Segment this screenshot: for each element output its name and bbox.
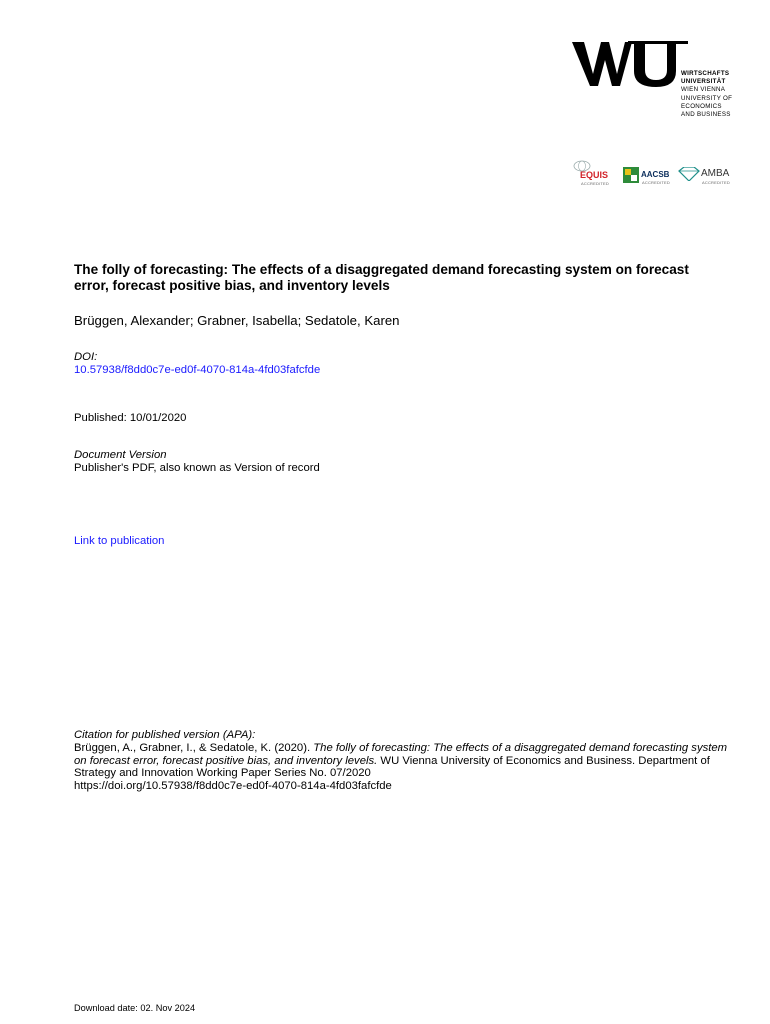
aacsb-label: AACSB [641,170,670,179]
amba-diamond-icon [678,167,700,181]
equis-label: EQUIS [580,170,609,180]
aacsb-square-icon [623,167,639,183]
wu-logo-mark-icon [572,40,692,90]
doi-link[interactable]: 10.57938/f8dd0c7e-ed0f-4070-814a-4fd03fafcfde [74,364,321,376]
citation-authors: Brüggen, A., Grabner, I., & Sedatole, K. (2020). [74,742,314,754]
logo-line: AND BUSINESS [681,111,731,118]
equis-sub-label: ACCREDITED [581,181,610,186]
citation-label: Citation for published version (APA): [74,729,256,741]
logo-line: WIEN VIENNA [681,86,726,93]
amba-sub-label: ACCREDITED [702,180,731,185]
aacsb-badge [623,167,675,189]
doi-label: DOI: [74,351,98,363]
accreditation-badges [570,158,740,190]
amba-label: AMBA [701,168,730,179]
document-version-label: Document Version [74,449,167,461]
amba-badge [678,164,740,188]
citation-url: https://doi.org/10.57938/f8dd0c7e-ed0f-4070-814a-4fd03fafcfde [74,780,392,793]
equis-badge [570,160,620,188]
link-to-publication[interactable]: Link to publication [74,535,165,547]
citation-publisher: WU Vienna University of Economics and Business. Department of Strategy and Innovation Working Paper Series No. 07/2020 [74,754,710,780]
logo-line: WIRTSCHAFTS [681,70,730,77]
document-version-value: Publisher's PDF, also known as Version of record [74,462,320,474]
citation-title: The folly of forecasting: The effects of a disaggregated demand forecasting system on forecast error, forecast positive bias, and inventory levels. [74,742,728,767]
logo-line: ECONOMICS [681,103,722,110]
citation-text [74,742,734,793]
published-date: Published: 10/01/2020 [74,412,187,424]
authors: Brüggen, Alexander; Grabner, Isabella; Sedatole, Karen [74,313,400,328]
aacsb-sub-label: ACCREDITED [642,180,671,185]
document-title: The folly of forecasting: The effects of a disaggregated demand forecasting system on forecast error, forecast positive bias, and inventory levels [74,262,689,293]
wu-logo [572,40,737,122]
logo-line: UNIVERSITÄT [681,78,726,85]
logo-line: UNIVERSITY OF [681,95,733,102]
download-date: Download date: 02. Nov 2024 [74,1003,196,1013]
